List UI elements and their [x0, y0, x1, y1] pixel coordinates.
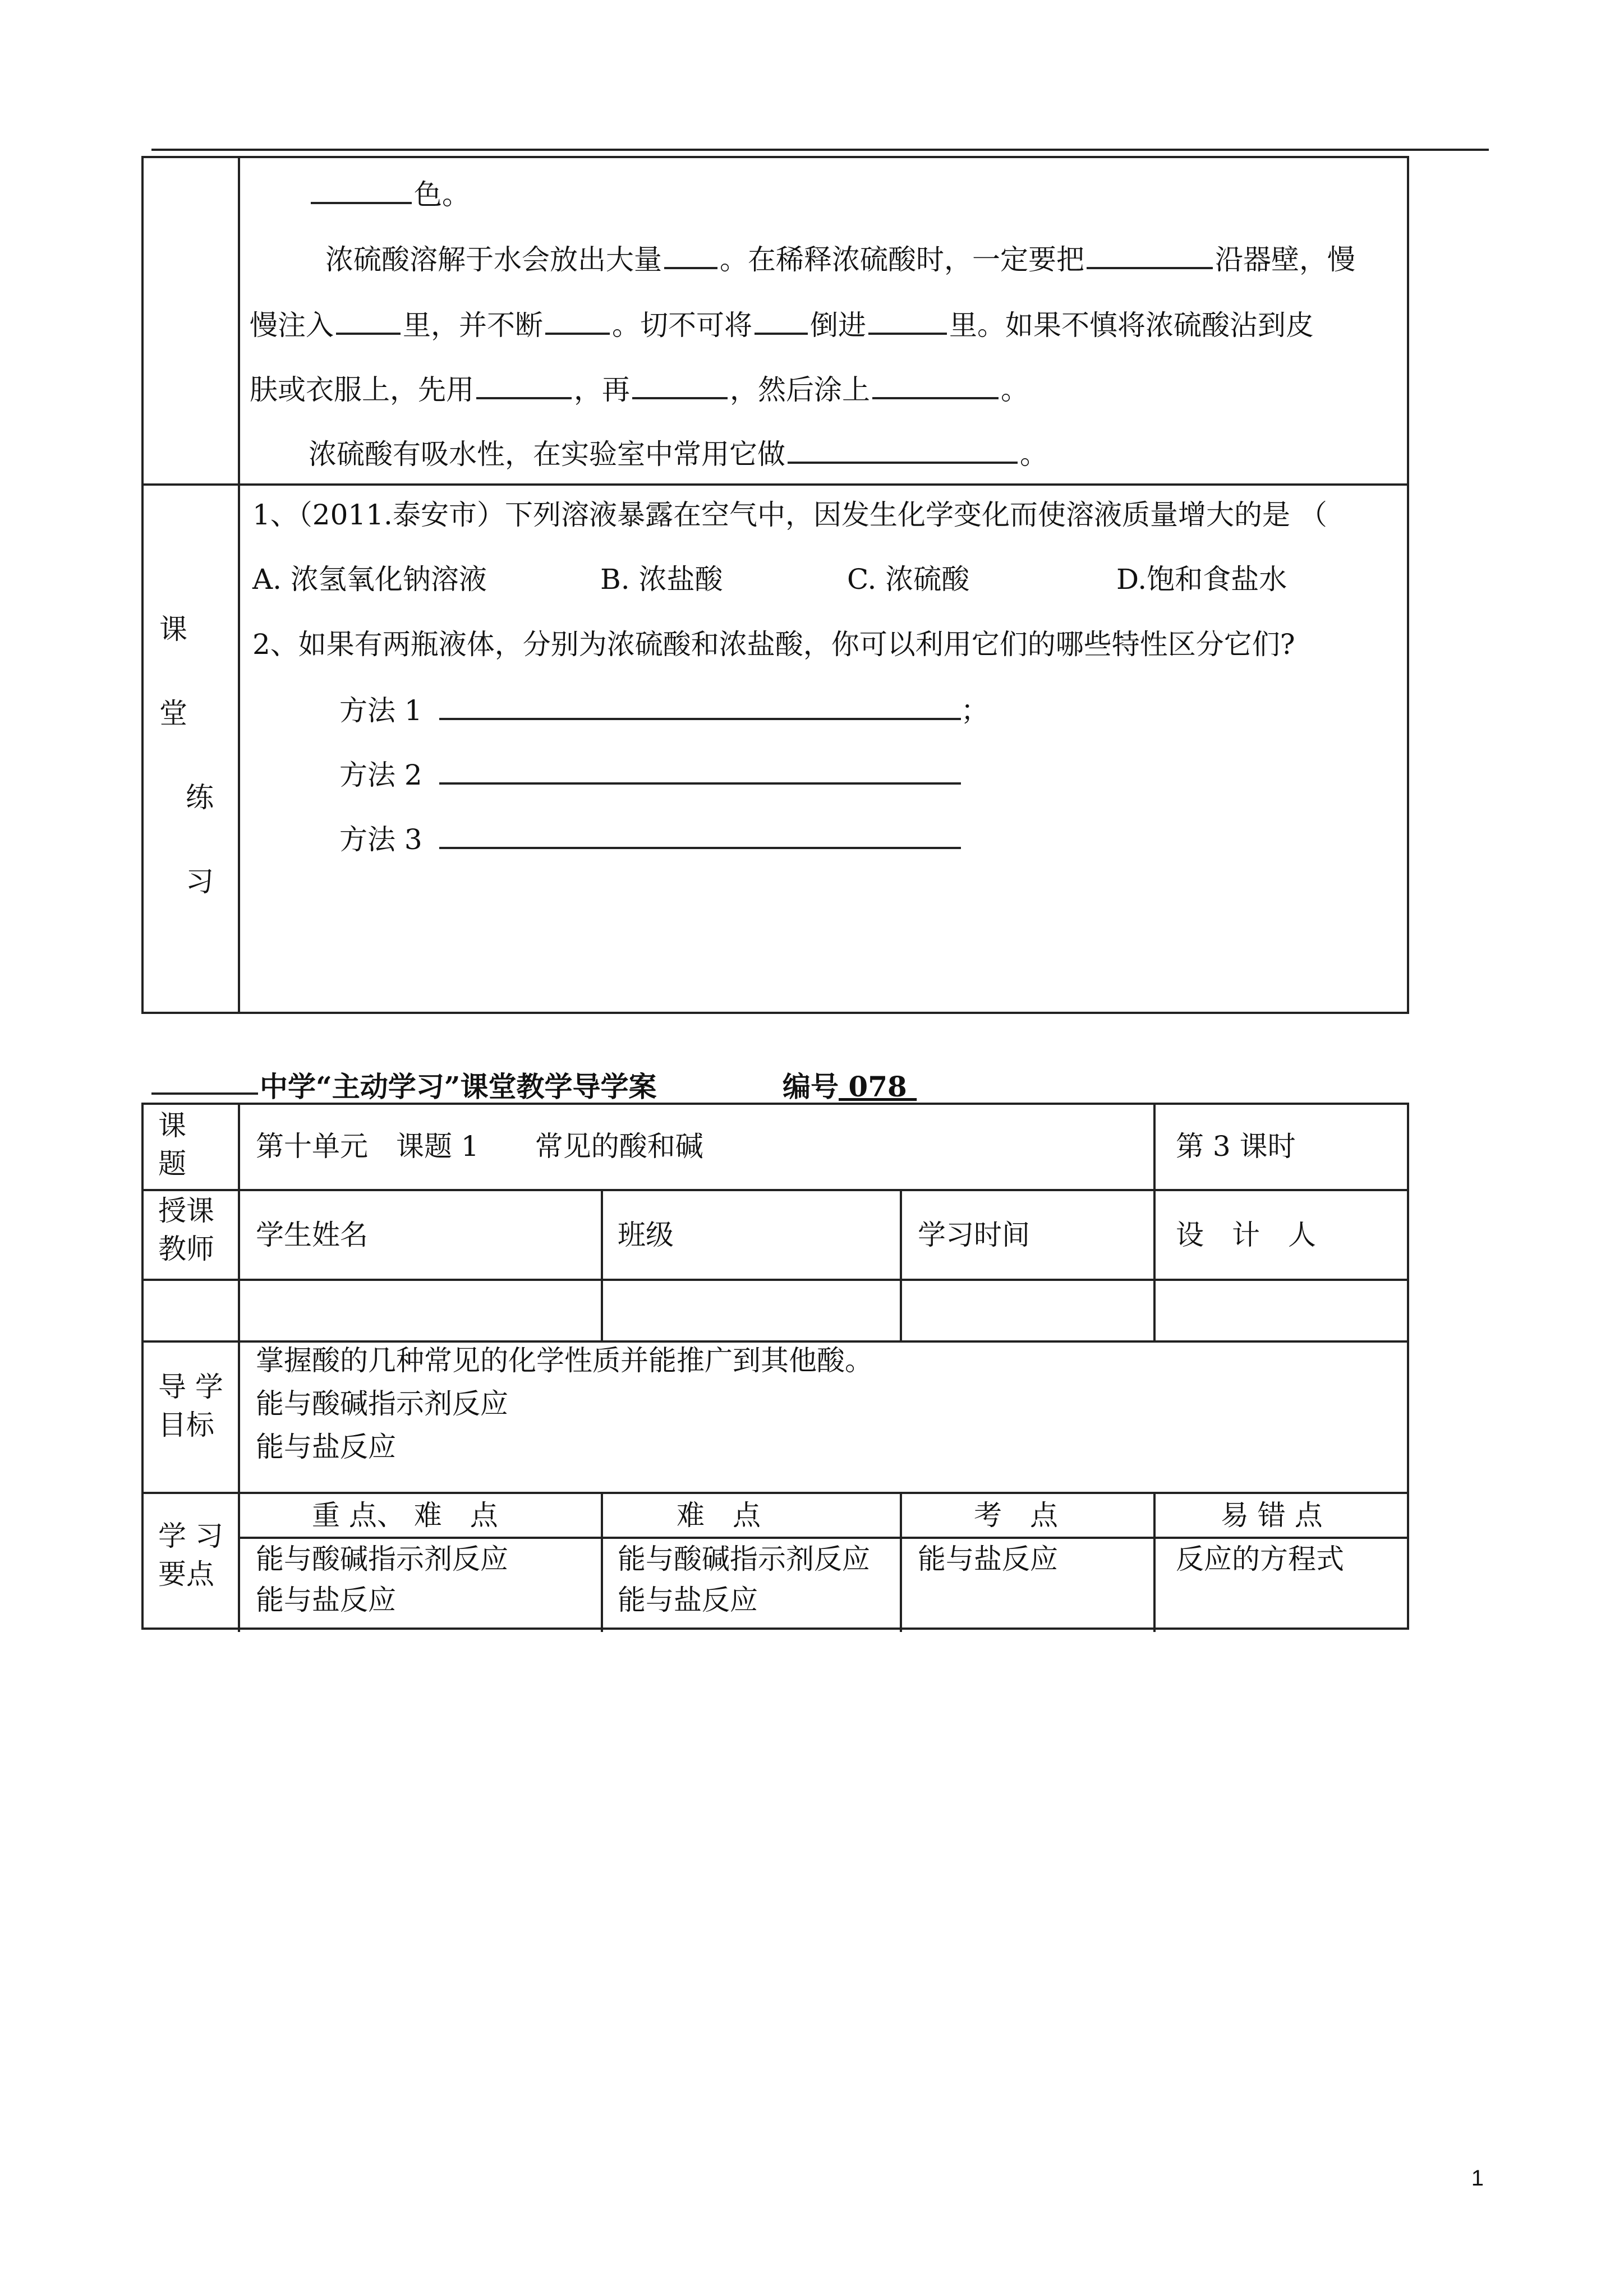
option-c[interactable]: C. 浓硫酸 — [847, 563, 970, 596]
text: 里。如果不慎将浓硫酸沾到皮 — [949, 309, 1314, 342]
col-line — [1153, 1492, 1156, 1632]
answer-line[interactable] — [439, 824, 961, 849]
paragraph-dilution-3 — [250, 370, 1029, 404]
answer-blank[interactable] — [872, 370, 999, 399]
student-name-field[interactable] — [603, 1282, 898, 1338]
goal-label: 导 学 目标 — [158, 1371, 223, 1441]
option-a[interactable]: A. 浓氢氧化钠溶液 — [252, 563, 487, 596]
class-header: 班级 — [618, 1219, 674, 1251]
text: 。切不可将 — [612, 309, 752, 342]
text: 浓硫酸有吸水性，在实验室中常用它做 — [309, 438, 785, 471]
answer-blank[interactable] — [1087, 240, 1213, 269]
class-field[interactable] — [902, 1282, 1151, 1338]
row-line — [144, 1279, 1407, 1281]
row-line — [144, 1492, 1407, 1494]
answer-blank[interactable] — [336, 306, 401, 335]
text: 沿器壁，慢 — [1215, 243, 1355, 276]
text: 。在稀释浓硫酸时，一定要把 — [720, 243, 1084, 276]
top-rule — [151, 149, 1489, 151]
row-line — [144, 1189, 1407, 1191]
error-prone-points: 反应的方程式 — [1176, 1543, 1344, 1575]
exam-points: 能与盐反应 — [918, 1543, 1058, 1575]
practice-question-1: 1、（2011.泰安市）下列溶液暴露在空气中，因发生化学变化而使溶液质量增大的是 （ — [252, 499, 1327, 531]
paragraph-absorb — [309, 435, 1048, 471]
lesson-number: 第 3 课时 — [1176, 1130, 1296, 1163]
answer-blank[interactable] — [755, 306, 808, 335]
text: ，然后涂上 — [730, 374, 870, 406]
practice-label-char: 堂 — [159, 697, 187, 730]
goal-item: 能与酸碱指示剂反应 — [256, 1387, 508, 1420]
answer-blank[interactable] — [632, 370, 728, 399]
points-header-key: 重 点、 难 点 — [312, 1499, 498, 1532]
method-3 — [339, 824, 961, 854]
study-time-header: 学习时间 — [918, 1219, 1030, 1251]
option-d[interactable]: D.饱和食盐水 — [1116, 563, 1287, 596]
fill-line-1 — [309, 175, 470, 209]
paragraph-dilution-2 — [250, 306, 1314, 342]
method-label: 方法 3 — [339, 823, 422, 856]
paragraph-dilution-1 — [325, 240, 1355, 274]
text: 里，并不断 — [403, 309, 543, 342]
number-value: 078 — [839, 1070, 917, 1103]
school-name-blank[interactable] — [151, 1092, 258, 1095]
practice-label-char: 练 — [186, 781, 214, 814]
key-points: 能与酸碱指示剂反应 能与盐反应 — [256, 1543, 508, 1616]
text: 倒进 — [810, 309, 866, 342]
option-b[interactable]: B. 浓盐酸 — [600, 563, 723, 596]
doc-number — [783, 1064, 917, 1105]
method-1 — [339, 695, 989, 725]
topic-label: 课 题 — [158, 1109, 186, 1180]
text: ，再 — [574, 374, 630, 406]
upper-table-row-divider — [144, 483, 1407, 486]
goal-item: 掌握酸的几种常见的化学性质并能推广到其他酸。 — [256, 1344, 873, 1377]
designer-field[interactable] — [1156, 1282, 1408, 1338]
designer-header: 设 计 人 — [1176, 1219, 1316, 1251]
text: 浓硫酸溶解于水会放出大量 — [325, 243, 662, 276]
method-label: 方法 2 — [339, 759, 422, 791]
answer-blank[interactable] — [788, 435, 1018, 464]
text: 。 — [1020, 438, 1048, 471]
number-label: 编号 — [783, 1070, 839, 1103]
points-label: 学 习 要点 — [158, 1520, 223, 1590]
col-line — [900, 1492, 902, 1632]
practice-label-char: 习 — [186, 865, 214, 898]
answer-blank[interactable] — [476, 370, 572, 399]
method-2 — [339, 760, 961, 789]
points-header-exam: 考 点 — [974, 1499, 1058, 1532]
answer-line[interactable] — [439, 695, 961, 720]
text: 。 — [1001, 374, 1029, 406]
answer-blank[interactable] — [868, 306, 947, 335]
method-label: 方法 1 — [339, 694, 422, 727]
teacher-field[interactable] — [240, 1282, 599, 1338]
answer-blank[interactable] — [664, 240, 717, 269]
student-name-header: 学生姓名 — [256, 1219, 368, 1251]
practice-question-2: 2、如果有两瓶液体，分别为浓硫酸和浓盐酸，你可以利用它们的哪些特性区分它们? — [252, 628, 1295, 661]
col-line — [238, 1105, 240, 1632]
answer-blank[interactable] — [545, 306, 610, 335]
col-line — [601, 1492, 603, 1632]
answer-line[interactable] — [439, 760, 961, 785]
upper-table-column-divider — [238, 158, 240, 1012]
goal-item: 能与盐反应 — [256, 1431, 396, 1463]
lesson-table — [141, 1103, 1409, 1630]
text: 慢注入 — [250, 309, 334, 342]
doc-title: 中学“主动学习”课堂教学导学案 — [260, 1070, 657, 1103]
teacher-label: 授课 教师 — [158, 1195, 214, 1265]
points-header-error: 易 错 点 — [1221, 1499, 1323, 1532]
page-number: 1 — [1471, 2166, 1484, 2191]
text: ； — [960, 694, 989, 727]
difficult-points: 能与酸碱指示剂反应 能与盐反应 — [618, 1543, 870, 1616]
topic-value: 第十单元 课题 1 常见的酸和碱 — [256, 1130, 703, 1163]
points-header-difficult: 难 点 — [677, 1499, 761, 1532]
text: 肤或衣服上，先用 — [250, 374, 474, 406]
answer-blank[interactable] — [311, 175, 412, 204]
text: 色。 — [414, 178, 470, 211]
practice-label-char: 课 — [159, 613, 187, 646]
